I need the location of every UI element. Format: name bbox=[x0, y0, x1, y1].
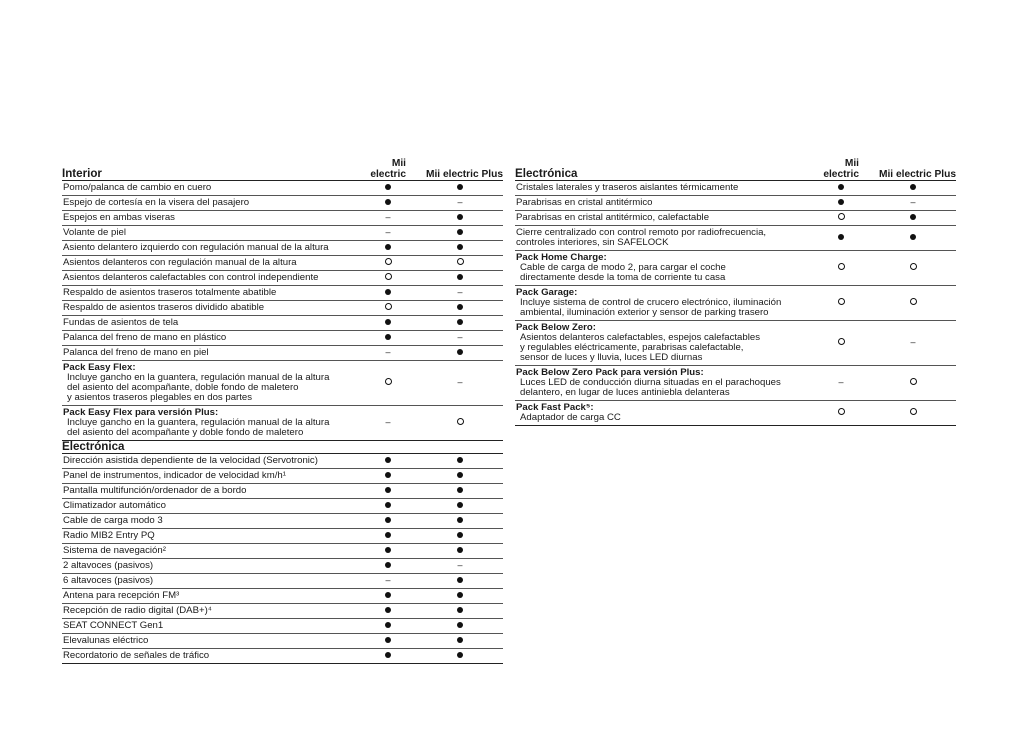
pack-description-line: del asiento del acompañante, doble fondo de maletero bbox=[67, 382, 299, 393]
feature-label: Respaldo de asientos traseros totalmente abatible bbox=[63, 287, 277, 298]
mii-electric-plus-value bbox=[869, 211, 956, 226]
feature-label: Cierre centralizado con control remoto por radiofrecuencia, bbox=[516, 227, 767, 238]
standard-mark-icon bbox=[457, 607, 463, 613]
mii-electric-value bbox=[359, 301, 416, 316]
standard-mark-icon bbox=[385, 607, 391, 613]
mii-electric-plus-value bbox=[416, 286, 503, 301]
feature-label: 6 altavoces (pasivos) bbox=[63, 575, 154, 586]
electronica-left-rows bbox=[62, 454, 503, 664]
feature-label: Respaldo de asientos traseros dividido abatible bbox=[63, 302, 265, 313]
column-header-mii-electric: Mii electric bbox=[812, 157, 869, 181]
pack-description-line: Incluye gancho en la guantera, regulación manual de la altura bbox=[67, 372, 330, 383]
standard-mark-icon bbox=[385, 652, 391, 658]
feature-label: Espejo de cortesía en la visera del pasajero bbox=[63, 197, 250, 208]
optional-mark-icon bbox=[910, 378, 917, 385]
mii-electric-value bbox=[359, 226, 416, 241]
mii-electric-plus-value bbox=[416, 271, 503, 286]
pack-title: Pack Below Zero Pack para versión Plus: bbox=[516, 367, 704, 378]
mii-electric-plus-value bbox=[869, 181, 956, 196]
mii-electric-plus-value bbox=[416, 211, 503, 226]
electronica-left-table bbox=[62, 438, 503, 664]
standard-mark-icon bbox=[385, 532, 391, 538]
table-row bbox=[62, 604, 503, 619]
standard-mark-icon bbox=[385, 184, 391, 190]
table-row bbox=[515, 181, 956, 196]
not-available-mark: – bbox=[385, 212, 391, 222]
feature-name bbox=[62, 406, 359, 441]
table-row bbox=[515, 226, 956, 251]
standard-mark-icon bbox=[385, 562, 391, 568]
optional-mark-icon bbox=[838, 338, 845, 345]
standard-mark-icon bbox=[910, 214, 916, 220]
feature-name bbox=[62, 346, 359, 361]
section-title: Electrónica bbox=[515, 157, 812, 181]
mii-electric-plus-value bbox=[869, 286, 956, 321]
mii-electric-value bbox=[359, 181, 416, 196]
feature-name bbox=[62, 499, 359, 514]
feature-label: Panel de instrumentos, indicador de velocidad km/h¹ bbox=[63, 470, 286, 481]
pack-description-line: directamente desde la toma de corriente tu casa bbox=[520, 272, 726, 283]
mii-electric-plus-value bbox=[869, 366, 956, 401]
interior-table bbox=[62, 157, 503, 441]
pack-description-line: Asientos delanteros calefactables, espejos calefactables bbox=[520, 332, 760, 343]
feature-label: Recordatorio de señales de tráfico bbox=[63, 650, 210, 661]
table-row bbox=[62, 544, 503, 559]
mii-electric-value bbox=[812, 181, 869, 196]
feature-label: Recepción de radio digital (DAB+)⁴ bbox=[63, 605, 212, 616]
optional-mark-icon bbox=[910, 298, 917, 305]
mii-electric-value bbox=[359, 649, 416, 664]
feature-name bbox=[515, 286, 812, 321]
pack-description-line: Cable de carga de modo 2, para cargar el coche bbox=[520, 262, 726, 273]
standard-mark-icon bbox=[385, 319, 391, 325]
standard-mark-icon bbox=[838, 184, 844, 190]
mii-electric-plus-value bbox=[416, 256, 503, 271]
feature-label: Asientos delanteros calefactables con control independiente bbox=[63, 272, 319, 283]
standard-mark-icon bbox=[457, 229, 463, 235]
electronica-left-section bbox=[62, 438, 503, 664]
table-row bbox=[62, 469, 503, 484]
table-row bbox=[62, 271, 503, 286]
mii-electric-plus-value bbox=[869, 196, 956, 211]
standard-mark-icon bbox=[457, 274, 463, 280]
feature-name bbox=[62, 271, 359, 286]
pack-description-line: del asiento del acompañante y doble fondo de maletero bbox=[67, 427, 304, 438]
table-row bbox=[62, 574, 503, 589]
mii-electric-plus-value bbox=[869, 321, 956, 366]
mii-electric-value bbox=[359, 619, 416, 634]
mii-electric-value bbox=[359, 544, 416, 559]
feature-label: Dirección asistida dependiente de la velocidad (Servotronic) bbox=[63, 455, 318, 466]
feature-name bbox=[515, 211, 812, 226]
table-row bbox=[62, 619, 503, 634]
feature-name bbox=[62, 514, 359, 529]
table-row bbox=[62, 256, 503, 271]
feature-label: Parabrisas en cristal antitérmico bbox=[516, 197, 653, 208]
standard-mark-icon bbox=[457, 184, 463, 190]
section-title: Electrónica bbox=[62, 438, 359, 454]
not-available-mark: – bbox=[838, 377, 844, 387]
feature-name bbox=[62, 256, 359, 271]
feature-label: Volante de piel bbox=[63, 227, 126, 238]
pack-title: Pack Easy Flex: bbox=[63, 362, 136, 373]
standard-mark-icon bbox=[838, 199, 844, 205]
not-available-mark: – bbox=[385, 417, 391, 427]
mii-electric-value bbox=[812, 196, 869, 211]
standard-mark-icon bbox=[457, 532, 463, 538]
mii-electric-value bbox=[359, 256, 416, 271]
table-row bbox=[62, 559, 503, 574]
standard-mark-icon bbox=[385, 592, 391, 598]
column-header-mii-electric: Mii electric bbox=[359, 157, 416, 181]
table-row bbox=[62, 331, 503, 346]
mii-electric-value bbox=[359, 529, 416, 544]
feature-name bbox=[62, 619, 359, 634]
standard-mark-icon bbox=[457, 214, 463, 220]
mii-electric-value bbox=[359, 346, 416, 361]
mii-electric-plus-value bbox=[416, 604, 503, 619]
feature-label: Sistema de navegación² bbox=[63, 545, 166, 556]
mii-electric-value bbox=[812, 211, 869, 226]
not-available-mark: – bbox=[457, 332, 463, 342]
optional-mark-icon bbox=[910, 263, 917, 270]
mii-electric-plus-value bbox=[869, 401, 956, 426]
optional-mark-icon bbox=[910, 408, 917, 415]
not-available-mark: – bbox=[385, 227, 391, 237]
mii-electric-plus-value bbox=[416, 316, 503, 331]
standard-mark-icon bbox=[385, 289, 391, 295]
optional-mark-icon bbox=[385, 258, 392, 265]
table-row bbox=[62, 226, 503, 241]
table-row bbox=[62, 301, 503, 316]
interior-rows bbox=[62, 181, 503, 441]
mii-electric-value bbox=[812, 226, 869, 251]
table-row bbox=[62, 181, 503, 196]
electronica-right-table bbox=[515, 157, 956, 426]
standard-mark-icon bbox=[457, 319, 463, 325]
feature-label: Palanca del freno de mano en plástico bbox=[63, 332, 227, 343]
mii-electric-value bbox=[812, 251, 869, 286]
standard-mark-icon bbox=[457, 244, 463, 250]
pack-title: Pack Garage: bbox=[516, 287, 578, 298]
optional-mark-icon bbox=[457, 258, 464, 265]
standard-mark-icon bbox=[457, 349, 463, 355]
mii-electric-value bbox=[359, 469, 416, 484]
not-available-mark: – bbox=[457, 287, 463, 297]
standard-mark-icon bbox=[457, 577, 463, 583]
standard-mark-icon bbox=[457, 652, 463, 658]
pack-description-line: Adaptador de carga CC bbox=[520, 412, 621, 423]
table-row bbox=[62, 649, 503, 664]
feature-name bbox=[62, 604, 359, 619]
optional-mark-icon bbox=[385, 378, 392, 385]
pack-row bbox=[515, 251, 956, 286]
pack-description-line: Incluye sistema de control de crucero electrónico, iluminación bbox=[520, 297, 782, 308]
pack-row bbox=[515, 401, 956, 426]
feature-label: Elevalunas eléctrico bbox=[63, 635, 149, 646]
pack-row bbox=[515, 366, 956, 401]
standard-mark-icon bbox=[385, 517, 391, 523]
mii-electric-value bbox=[359, 559, 416, 574]
mii-electric-plus-value bbox=[416, 331, 503, 346]
mii-electric-value bbox=[812, 321, 869, 366]
feature-name bbox=[62, 589, 359, 604]
mii-electric-plus-value bbox=[416, 514, 503, 529]
table-row bbox=[62, 211, 503, 226]
mii-electric-plus-value bbox=[869, 251, 956, 286]
standard-mark-icon bbox=[385, 547, 391, 553]
standard-mark-icon bbox=[457, 457, 463, 463]
pack-title: Pack Below Zero: bbox=[516, 322, 596, 333]
feature-label: Fundas de asientos de tela bbox=[63, 317, 179, 328]
standard-mark-icon bbox=[385, 457, 391, 463]
standard-mark-icon bbox=[910, 234, 916, 240]
not-available-mark: – bbox=[910, 337, 916, 347]
standard-mark-icon bbox=[385, 334, 391, 340]
not-available-mark: – bbox=[910, 197, 916, 207]
feature-label: Pantalla multifunción/ordenador de a bordo bbox=[63, 485, 247, 496]
mii-electric-value bbox=[359, 271, 416, 286]
not-available-mark: – bbox=[457, 197, 463, 207]
table-row bbox=[62, 286, 503, 301]
feature-name bbox=[62, 301, 359, 316]
interior-section bbox=[62, 157, 503, 441]
mii-electric-plus-value bbox=[869, 226, 956, 251]
mii-electric-value bbox=[359, 514, 416, 529]
mii-electric-value bbox=[812, 286, 869, 321]
standard-mark-icon bbox=[457, 592, 463, 598]
pack-title: Pack Fast Pack⁵: bbox=[516, 402, 594, 413]
standard-mark-icon bbox=[838, 234, 844, 240]
mii-electric-plus-value bbox=[416, 484, 503, 499]
pack-description-line: Luces LED de conducción diurna situadas en el parachoques bbox=[520, 377, 781, 388]
pack-description-line: y asientos traseros plegables en dos partes bbox=[67, 392, 253, 403]
feature-label: Espejos en ambas viseras bbox=[63, 212, 175, 223]
mii-electric-value bbox=[359, 286, 416, 301]
mii-electric-value bbox=[359, 499, 416, 514]
feature-name bbox=[515, 251, 812, 286]
mii-electric-plus-value bbox=[416, 649, 503, 664]
pack-description-line: Incluye gancho en la guantera, regulación manual de la altura bbox=[67, 417, 330, 428]
standard-mark-icon bbox=[457, 547, 463, 553]
feature-name bbox=[62, 241, 359, 256]
standard-mark-icon bbox=[385, 487, 391, 493]
standard-mark-icon bbox=[457, 637, 463, 643]
feature-name bbox=[62, 331, 359, 346]
mii-electric-plus-value bbox=[416, 346, 503, 361]
feature-label: Radio MIB2 Entry PQ bbox=[63, 530, 155, 541]
feature-label: Pomo/palanca de cambio en cuero bbox=[63, 182, 212, 193]
standard-mark-icon bbox=[385, 199, 391, 205]
pack-row bbox=[515, 286, 956, 321]
table-row bbox=[62, 484, 503, 499]
feature-label: Asientos delanteros con regulación manual de la altura bbox=[63, 257, 297, 268]
table-row bbox=[62, 196, 503, 211]
mii-electric-plus-value bbox=[416, 181, 503, 196]
feature-name bbox=[515, 401, 812, 426]
feature-label: Cristales laterales y traseros aislantes térmicamente bbox=[516, 182, 739, 193]
mii-electric-plus-value bbox=[416, 301, 503, 316]
feature-name bbox=[515, 196, 812, 211]
table-row bbox=[62, 316, 503, 331]
feature-name bbox=[62, 649, 359, 664]
mii-electric-value bbox=[359, 331, 416, 346]
feature-name bbox=[515, 226, 812, 251]
optional-mark-icon bbox=[838, 298, 845, 305]
standard-mark-icon bbox=[385, 244, 391, 250]
mii-electric-plus-value bbox=[416, 499, 503, 514]
table-row bbox=[62, 514, 503, 529]
feature-name bbox=[62, 316, 359, 331]
mii-electric-value bbox=[812, 366, 869, 401]
feature-label: SEAT CONNECT Gen1 bbox=[63, 620, 164, 631]
mii-electric-plus-value bbox=[416, 361, 503, 406]
standard-mark-icon bbox=[457, 472, 463, 478]
feature-name bbox=[62, 529, 359, 544]
standard-mark-icon bbox=[457, 622, 463, 628]
mii-electric-plus-value bbox=[416, 544, 503, 559]
feature-name bbox=[62, 286, 359, 301]
table-row bbox=[62, 589, 503, 604]
optional-mark-icon bbox=[838, 408, 845, 415]
optional-mark-icon bbox=[838, 213, 845, 220]
feature-label: Climatizador automático bbox=[63, 500, 166, 511]
pack-description-line: ambiental, iluminación exterior y sensor de parking trasero bbox=[520, 307, 769, 318]
table-row bbox=[62, 241, 503, 256]
feature-name bbox=[62, 469, 359, 484]
feature-name bbox=[62, 211, 359, 226]
feature-name bbox=[62, 181, 359, 196]
mii-electric-value bbox=[359, 316, 416, 331]
standard-mark-icon bbox=[457, 487, 463, 493]
standard-mark-icon bbox=[457, 304, 463, 310]
pack-description-line: y regulables eléctricamente, parabrisas calefactable, bbox=[520, 342, 744, 353]
pack-row bbox=[62, 361, 503, 406]
table-row bbox=[62, 499, 503, 514]
mii-electric-value bbox=[359, 604, 416, 619]
feature-label: controles interiores, sin SAFELOCK bbox=[516, 237, 669, 248]
standard-mark-icon bbox=[385, 472, 391, 478]
pack-description-line: delantero, en lugar de luces antiniebla delanteras bbox=[520, 387, 730, 398]
feature-name bbox=[62, 361, 359, 406]
feature-label: Palanca del freno de mano en piel bbox=[63, 347, 209, 358]
feature-name bbox=[515, 181, 812, 196]
mii-electric-plus-value bbox=[416, 634, 503, 649]
table-row bbox=[62, 529, 503, 544]
mii-electric-value bbox=[359, 211, 416, 226]
optional-mark-icon bbox=[385, 273, 392, 280]
optional-mark-icon bbox=[457, 418, 464, 425]
mii-electric-plus-value bbox=[416, 529, 503, 544]
feature-name bbox=[62, 454, 359, 469]
mii-electric-value bbox=[359, 406, 416, 441]
feature-label: Parabrisas en cristal antitérmico, calefactable bbox=[516, 212, 710, 223]
feature-label: Antena para recepción FM³ bbox=[63, 590, 180, 601]
feature-label: 2 altavoces (pasivos) bbox=[63, 560, 154, 571]
table-row bbox=[62, 454, 503, 469]
mii-electric-plus-value bbox=[416, 619, 503, 634]
mii-electric-plus-value bbox=[416, 241, 503, 256]
electronica-right-rows bbox=[515, 181, 956, 426]
feature-name bbox=[62, 634, 359, 649]
mii-electric-value bbox=[359, 361, 416, 406]
feature-name bbox=[62, 484, 359, 499]
feature-name bbox=[62, 196, 359, 211]
mii-electric-value bbox=[359, 196, 416, 211]
mii-electric-plus-value bbox=[416, 589, 503, 604]
mii-electric-plus-value bbox=[416, 559, 503, 574]
pack-description-line: sensor de luces y lluvia, luces LED diurnas bbox=[520, 352, 703, 363]
pack-title: Pack Home Charge: bbox=[516, 252, 607, 263]
standard-mark-icon bbox=[385, 637, 391, 643]
mii-electric-plus-value bbox=[416, 226, 503, 241]
column-header-mii-electric-plus: Mii electric Plus bbox=[416, 157, 503, 181]
mii-electric-value bbox=[812, 401, 869, 426]
not-available-mark: – bbox=[385, 347, 391, 357]
mii-electric-value bbox=[359, 454, 416, 469]
standard-mark-icon bbox=[385, 502, 391, 508]
feature-name bbox=[62, 226, 359, 241]
mii-electric-plus-value bbox=[416, 574, 503, 589]
mii-electric-value bbox=[359, 241, 416, 256]
mii-electric-plus-value bbox=[416, 406, 503, 441]
feature-name bbox=[515, 321, 812, 366]
optional-mark-icon bbox=[385, 303, 392, 310]
standard-mark-icon bbox=[457, 502, 463, 508]
feature-label: Asiento delantero izquierdo con regulación manual de la altura bbox=[63, 242, 329, 253]
not-available-mark: – bbox=[385, 575, 391, 585]
mii-electric-plus-value bbox=[416, 454, 503, 469]
feature-name bbox=[62, 544, 359, 559]
pack-row bbox=[515, 321, 956, 366]
table-row bbox=[62, 346, 503, 361]
mii-electric-plus-value bbox=[416, 196, 503, 211]
feature-name bbox=[62, 559, 359, 574]
section-title: Interior bbox=[62, 157, 359, 181]
pack-title: Pack Easy Flex para versión Plus: bbox=[63, 407, 219, 418]
column-header-mii-electric-plus: Mii electric Plus bbox=[869, 157, 956, 181]
not-available-mark: – bbox=[457, 560, 463, 570]
pack-row bbox=[62, 406, 503, 441]
electronica-right-section bbox=[515, 157, 956, 426]
standard-mark-icon bbox=[457, 517, 463, 523]
standard-mark-icon bbox=[385, 622, 391, 628]
table-row bbox=[515, 196, 956, 211]
mii-electric-value bbox=[359, 589, 416, 604]
feature-name bbox=[62, 574, 359, 589]
feature-name bbox=[515, 366, 812, 401]
standard-mark-icon bbox=[910, 184, 916, 190]
mii-electric-value bbox=[359, 634, 416, 649]
not-available-mark: – bbox=[457, 377, 463, 387]
table-row bbox=[515, 211, 956, 226]
optional-mark-icon bbox=[838, 263, 845, 270]
mii-electric-plus-value bbox=[416, 469, 503, 484]
mii-electric-value bbox=[359, 574, 416, 589]
mii-electric-value bbox=[359, 484, 416, 499]
table-row bbox=[62, 634, 503, 649]
feature-label: Cable de carga modo 3 bbox=[63, 515, 163, 526]
